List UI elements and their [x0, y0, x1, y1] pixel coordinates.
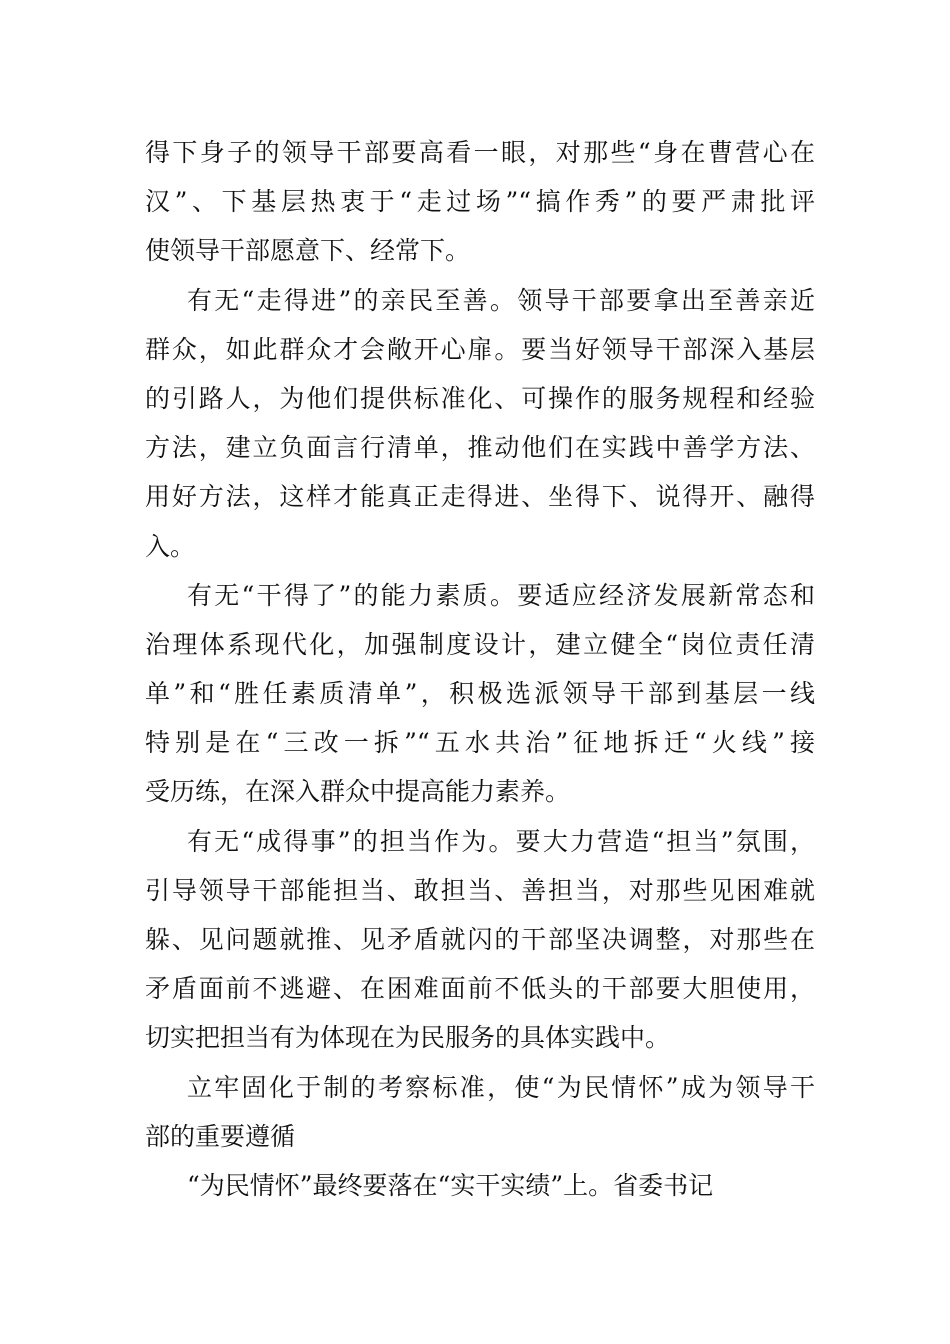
text-line: 群众，如此群众才会敞开心扉。要当好领导干部深入基层: [145, 334, 815, 364]
section-heading-line: 部的重要遵循: [145, 1121, 296, 1151]
text-line: 入。: [145, 531, 196, 561]
text-line: 汉”、下基层热衷于“走过场”“搞作秀”的要严肃批评: [145, 187, 815, 217]
text-line: 特别是在“三改一拆”“五水共治”征地拆迁“火线”接: [145, 728, 815, 758]
text-line: 使领导干部愿意下、经常下。: [145, 236, 471, 266]
paragraph-first-line: 有无“干得了”的能力素质。要适应经济发展新常态和: [187, 580, 815, 610]
text-line: 切实把担当有为体现在为民服务的具体实践中。: [145, 1023, 671, 1053]
paragraph-first-line: 有无“成得事”的担当作为。要大力营造“担当”氛围，: [187, 826, 815, 856]
text-line: 引导领导干部能担当、敢担当、善担当，对那些见困难就: [145, 875, 815, 905]
text-line: 的引路人，为他们提供标准化、可操作的服务规程和经验: [145, 383, 815, 413]
text-line: 方法，建立负面言行清单，推动他们在实践中善学方法、: [145, 433, 815, 463]
text-line: 躲、见问题就推、见矛盾就闪的干部坚决调整，对那些在: [145, 925, 815, 954]
text-line: 治理体系现代化，加强制度设计，建立健全“岗位责任清: [145, 629, 815, 659]
section-heading-line: 立牢固化于制的考察标准，使“为民情怀”成为领导干: [187, 1072, 815, 1102]
text-line: 单”和“胜任素质清单”，积极选派领导干部到基层一线: [145, 679, 815, 709]
text-line: 受历练，在深入群众中提高能力素养。: [145, 777, 571, 807]
text-line: 矛盾面前不逃避、在困难面前不低头的干部要大胆使用，: [145, 974, 815, 1004]
text-line: 用好方法，这样才能真正走得进、坐得下、说得开、融得: [145, 482, 815, 512]
body-text: [145, 128, 815, 1210]
text-line: 得下身子的领导干部要高看一眼，对那些“身在曹营心在: [145, 138, 815, 167]
paragraph-first-line: 有无“走得进”的亲民至善。领导干部要拿出至善亲近: [187, 285, 815, 315]
paragraph-first-line: “为民情怀”最终要落在“实干实绩”上。省委书记: [187, 1170, 714, 1200]
